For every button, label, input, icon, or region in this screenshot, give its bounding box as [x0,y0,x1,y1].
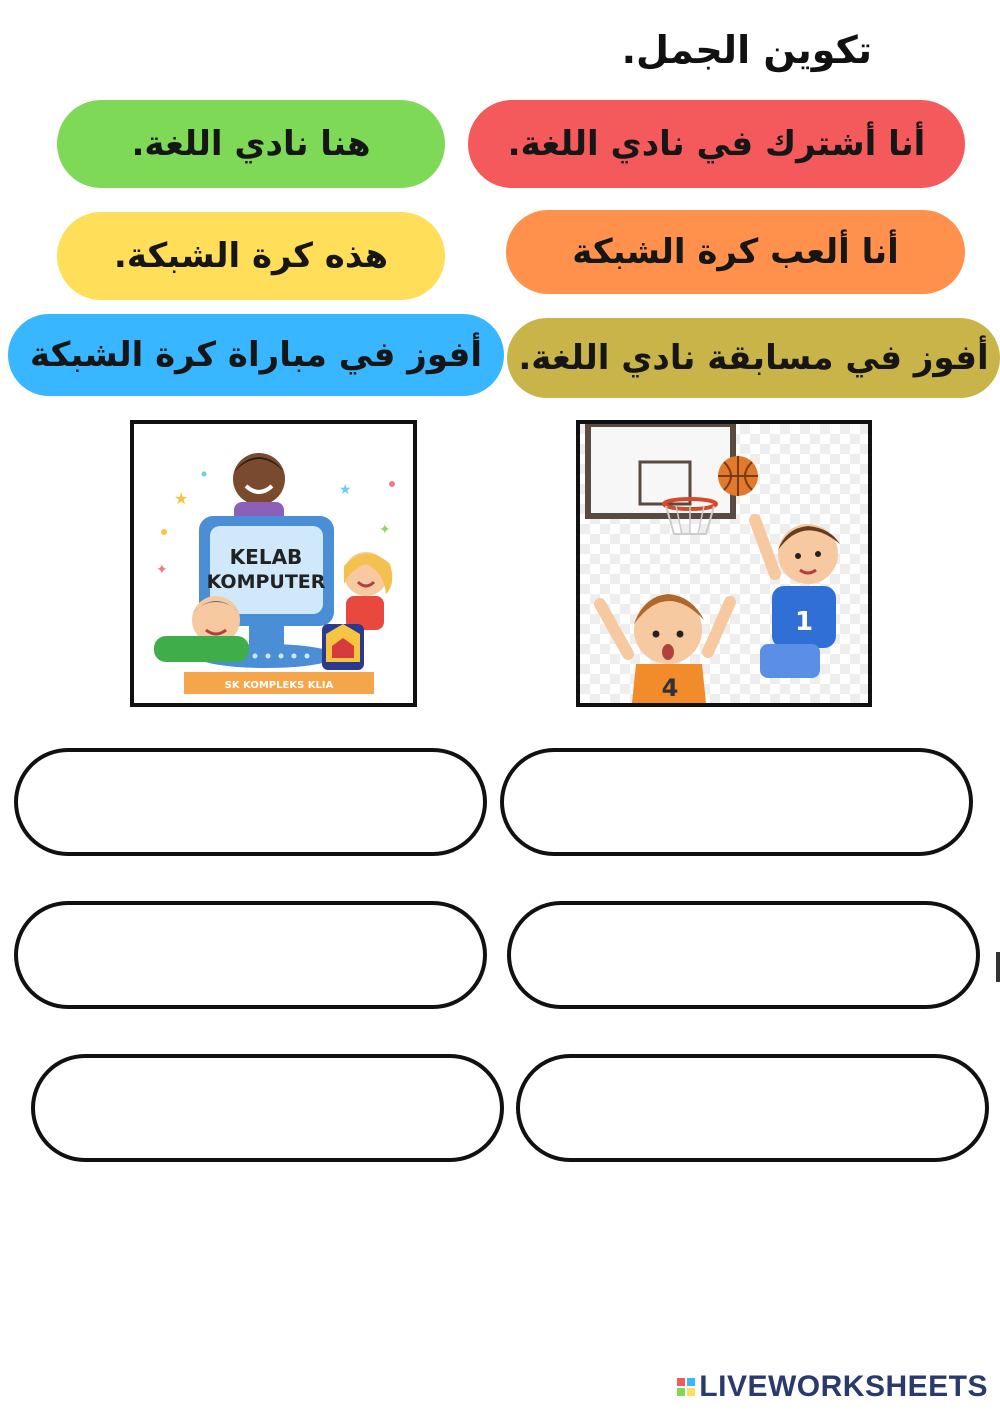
sentence-pill-4[interactable] [57,212,445,300]
answer-box-5[interactable] [516,1054,989,1162]
sentence-pill-3[interactable] [506,210,965,294]
edge-mark [996,952,1000,982]
sentence-pill-1[interactable] [468,100,965,188]
sentence-text: هذه كرة الشبكة. [113,236,389,276]
sentence-pill-5[interactable] [507,318,1000,398]
sentence-pill-2[interactable] [57,100,445,188]
answer-box-3[interactable] [507,901,980,1009]
sentence-text: أنا أشترك في نادي اللغة. [507,124,926,164]
svg-text:★: ★ [339,482,352,498]
screen-text-line1: KELAB [229,545,303,569]
liveworksheets-brand[interactable] [677,1370,988,1404]
svg-text:✦: ✦ [379,522,391,538]
sentence-text: هنا نادي اللغة. [131,124,371,164]
sentence-text: أفوز في مباراة كرة الشبكة [29,335,483,375]
liveworksheets-logo-icon [677,1378,695,1396]
player-number-2: 4 [661,674,679,702]
school-banner-text: SK KOMPLEKS KLIA [224,680,334,691]
answer-box-6[interactable] [31,1054,504,1162]
answer-box-2[interactable] [14,748,487,856]
answer-box-4[interactable] [14,901,487,1009]
page-title: تكوين الجمل. [621,28,872,72]
svg-text:✦: ✦ [156,562,168,578]
answer-box-1[interactable] [500,748,973,856]
sentence-pill-6[interactable] [8,314,504,396]
basketball-image [576,420,872,707]
sentence-text: أفوز في مسابقة نادي اللغة. [518,338,989,378]
svg-text:★: ★ [174,489,189,508]
sentence-text: أنا ألعب كرة الشبكة [572,232,899,272]
computer-club-image [130,420,417,707]
brand-name: LIVEWORKSHEETS [699,1370,988,1403]
player-number-1: 1 [794,607,814,637]
screen-text-line2: KOMPUTER [206,571,326,593]
